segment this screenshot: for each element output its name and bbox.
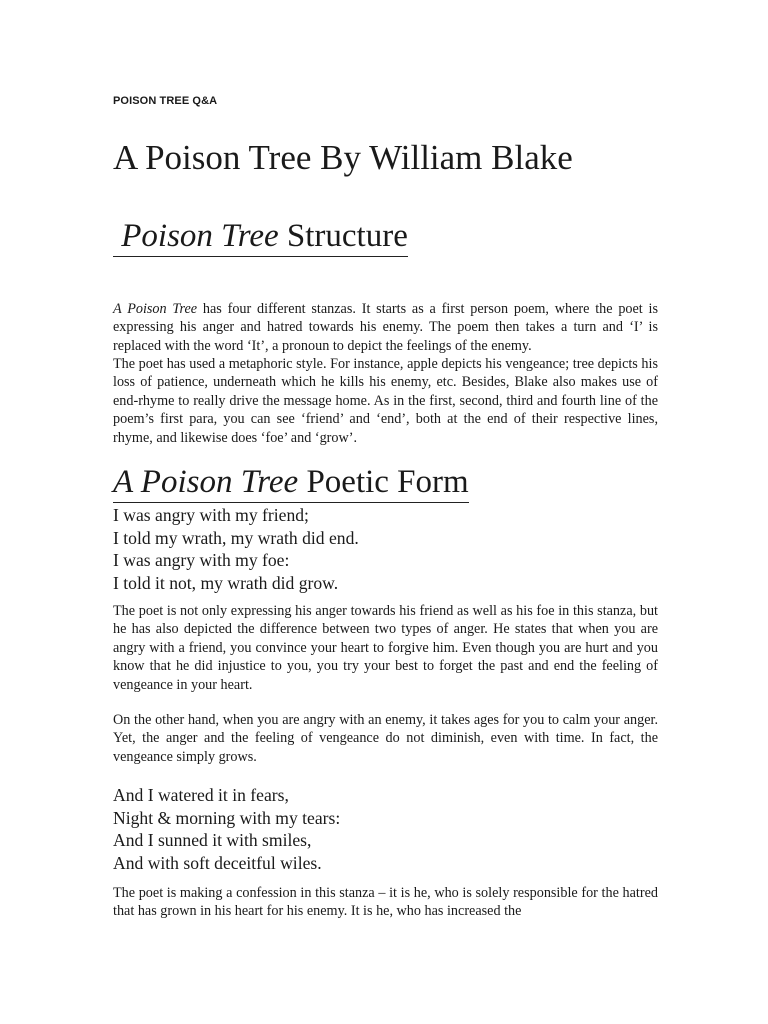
poetic-form-heading-italic: A Poison Tree	[113, 464, 299, 500]
structure-paragraph-2: The poet has used a metaphoric style. For instance, apple depicts his vengeance; tree depicts his loss of patience, underneath which he kills his enemy, etc. Besides, Blake also makes use of end-rhyme to really drive the message home. As in the first, second, third and fourth line of the poem’s first para, you can see ‘friend’ and ‘end’, both at the end of their respective lines, rhyme, and likewise does ‘foe’ and ‘grow’.	[113, 356, 658, 446]
stanza-line: I was angry with my friend;	[113, 505, 309, 525]
structure-heading	[113, 216, 408, 257]
structure-heading-italic: Poison Tree	[121, 218, 279, 254]
stanza-line: I told my wrath, my wrath did end.	[113, 527, 359, 548]
document-label: POISON TREE Q&A	[113, 95, 218, 107]
stanza-line: I told it not, my wrath did grow.	[113, 572, 339, 593]
stanza-line: I was angry with my foe:	[113, 550, 290, 571]
page-title: A Poison Tree By William Blake	[113, 138, 573, 177]
stanza-line: And I sunned it with smiles,	[113, 830, 312, 851]
structure-heading-rest: Structure	[278, 218, 408, 254]
analysis-paragraph-2: On the other hand, when you are angry with an enemy, it takes ages for you to calm your anger. Yet, the anger and the feeling of vengeance do not diminish, even with time. In fact, the vengeance simply grows.	[113, 712, 658, 765]
stanza-2	[113, 784, 340, 874]
poetic-form-heading	[113, 462, 469, 503]
analysis-paragraph-3: The poet is making a confession in this stanza – it is he, who is solely responsible for the hatred that has grown in his heart for his enemy. It is he, who has increased the	[113, 885, 658, 920]
structure-paragraph-1-italic: A Poison Tree	[113, 301, 198, 317]
stanza-line: And with soft deceitful wiles.	[113, 852, 322, 873]
structure-paragraph-1	[113, 300, 658, 355]
stanza-1	[113, 504, 359, 594]
analysis-paragraph-1: The poet is not only expressing his anger towards his friend as well as his foe in this stanza, but he has also depicted the difference between two types of anger. He states that when you are angry with a friend, you convince your heart to forgive him. Even though you are hurt and you know that he did injustice to you, you try your best to forget the past and end the feeling of vengeance in your heart.	[113, 603, 658, 693]
poetic-form-heading-rest: Poetic Form	[298, 464, 469, 500]
stanza-line: Night & morning with my tears:	[113, 807, 341, 828]
stanza-line: And I watered it in fears,	[113, 785, 289, 805]
structure-paragraph-1-text: has four different stanzas. It starts as a first person poem, where the poet is expressing his anger and hatred towards his enemy. The poem then takes a turn and ‘I’ is replaced with the word ‘It’, a pronoun to depict the feelings of the enemy.	[113, 301, 658, 354]
